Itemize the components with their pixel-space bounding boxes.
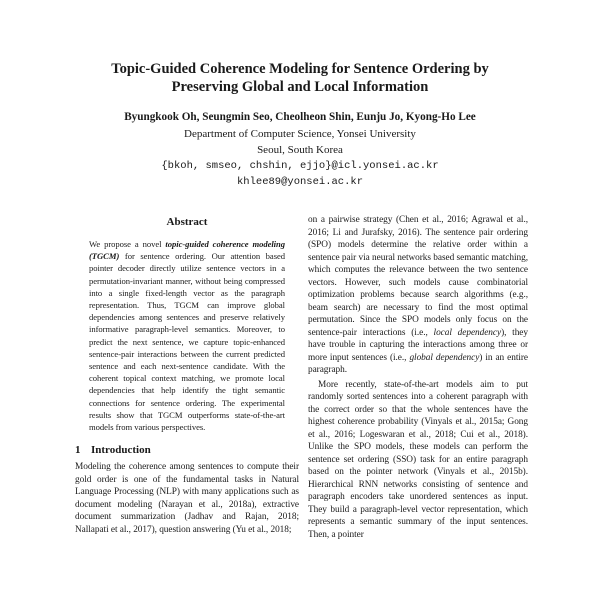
affiliation-block [60,126,540,190]
right-p1-part-b: ), they have trouble in capturing the interactions among three or more input sentences (i.e., [308,327,528,363]
right-paragraph-2: More recently, state-of-the-art models aim to put randomly sorted sentences into a coherent paragraph with the correct order so that the whole sentences have the highest coherence probability (Vinyals et al., 2015a; Gong et al., 2016; Logeswaran et al., 2018; Cui et al., 2018). Unlike the SPO models, these models can perform the sentence set ordering (SSO) task for an entire paragraph based on the pointer network (Vinyals et al., 2015b). Hierarchical RNN networks consisting of sentence and paragraph encoders take unordered sentences as input. They build a paragraph-level vector representation, which represents a semantic summary of the input sentences. Then, a pointer [308,379,528,540]
department: Department of Computer Science, Yonsei University [184,128,416,140]
abstract-heading: Abstract [166,216,208,228]
term-local-dependency: local dependency [433,327,502,338]
right-column [308,214,528,541]
location: Seoul, South Korea [257,144,343,156]
abstract-text-start: We propose a novel [89,239,166,249]
paper-title [60,60,540,96]
section-heading-introduction [75,443,299,457]
section-number: 1 [75,444,81,457]
title-line-2: Preserving Global and Local Information [171,79,429,95]
email-line-2: khlee89@yonsei.ac.kr [236,176,364,188]
abstract-model-name: topic-guided coherence modeling (TGCM) [89,239,285,262]
abstract-text-rest: for sentence ordering. Our attention based pointer decoder directly utilize sentence vectors in a permutation-invariant manner, without being compressed into a single fixed-length vector as the paragraph representation. Thus, TGCM can improve global dependencies among sentences and preserve relatively informative paragraph-level semantics. Moreover, to predict the next sentence, we capture topic-enhanced sentence-pair interactions between the current predicted sentence and each next-sentence candidate. With the coherent topical context matching, we promote local dependencies that help identify the tight semantic connections for sentence ordering. The experimental results show that TGCM outperforms state-of-the-art models from various perspectives. [89,251,285,433]
term-global-dependency: global dependency [409,352,480,363]
section-title: Introduction [91,444,151,457]
author-list: Byungkook Oh, Seungmin Seo, Cheolheon Shin, Eunju Jo, Kyong-Ho Lee [124,111,476,123]
right-p1-part-a: on a pairwise strategy (Chen et al., 2016; Agrawal et al., 2016; Li and Jurafsky, 2016). The sentence pair ordering (SPO) models determine the relative order within a sentence pair via neural networks based semantic matching, which computes the relevance between the two sentence vectors. However, such models cause combinatorial optimization problems because search algorithms (e.g., beam search) are necessary to find the most optimal permutation. Since the SPO models only focus on the sentence-pair interactions (i.e., [308,215,528,338]
title-line-1: Topic-Guided Coherence Modeling for Sentence Ordering by [111,61,489,77]
left-column [75,215,299,536]
intro-paragraph-1: Modeling the coherence among sentences to compute their gold order is one of the fundamental tasks in Natural Language Processing (NLP) with many applications such as document modeling (Narayan et al., 2018a), extractive document summarization (Jadhav and Rajan, 2018; Nallapati et al., 2017), question answering (Yu et al., 2018; [75,462,299,535]
right-paragraph-1 [308,214,528,377]
right-p1-part-c: ) in an entire paragraph. [308,352,529,375]
email-line-1: {bkoh, smseo, chshin, ejjo}@icl.yonsei.ac.kr [161,160,439,172]
abstract-text [89,238,285,433]
